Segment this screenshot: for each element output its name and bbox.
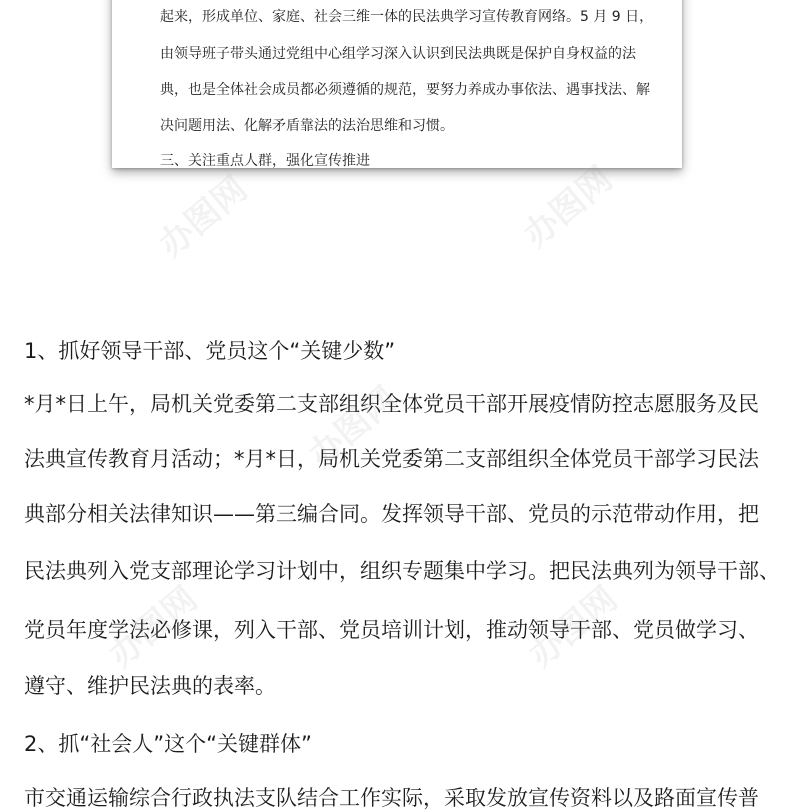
preview-line: 决问题用法、化解矛盾靠法的法治思维和习惯。 (160, 118, 454, 134)
document-preview-card (112, 0, 682, 168)
watermark: 办图网 (301, 379, 406, 476)
preview-line: 典，也是全体社会成员都必须遵循的规范，要努力养成办事依法、遇事找法、解 (160, 82, 650, 98)
paragraph-line: 民法典列入党支部理论学习计划中，组织专题集中学习。把民法典列为领导干部、 (24, 559, 780, 583)
paragraph-line: 市交通运输综合行政执法支队结合工作实际，采取发放宣传资料以及路面宣传普 (24, 786, 759, 810)
watermark: 办图网 (101, 579, 206, 676)
paragraph-line: 党员年度学法必修课，列入干部、党员培训计划，推动领导干部、党员做学习、 (24, 618, 759, 642)
section-heading: 2、抓“社会人”这个“关键群体” (24, 732, 312, 756)
paragraph-line: 法典宣传教育月活动；*月*日，局机关党委第二支部组织全体党员干部学习民法 (24, 447, 759, 471)
paragraph-line: 典部分相关法律知识——第三编合同。发挥领导干部、党员的示范带动作用，把 (24, 502, 759, 526)
preview-section-heading: 三、关注重点人群，强化宣传推进 (160, 153, 370, 168)
section-heading: 1、抓好领导干部、党员这个“关键少数” (24, 339, 396, 363)
watermark: 办图网 (521, 579, 626, 676)
paragraph-line: 遵守、维护民法典的表率。 (24, 674, 276, 698)
watermark: 办图网 (516, 159, 621, 256)
preview-line: 由领导班子带头通过党组中心组学习深入认识到民法典既是保护自身权益的法 (160, 46, 636, 62)
preview-line: 起来，形成单位、家庭、社会三维一体的民法典学习宣传教育网络。5 月 9 日， (160, 9, 654, 25)
paragraph-line: *月*日上午，局机关党委第二支部组织全体党员干部开展疫情防控志愿服务及民 (24, 392, 759, 416)
watermark: 办图网 (151, 169, 256, 266)
